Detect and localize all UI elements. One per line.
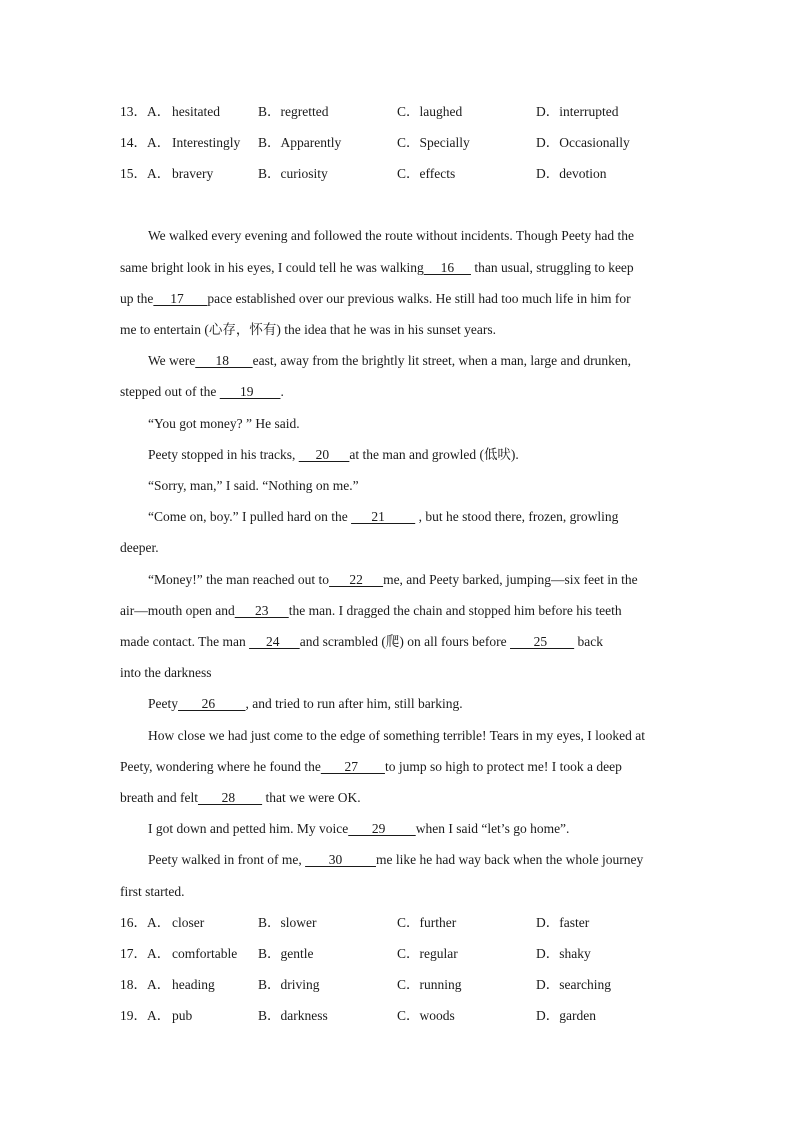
option-d: D．Occasionally bbox=[536, 135, 630, 150]
blank-24: 24 bbox=[249, 634, 300, 649]
option-b: B．curiosity bbox=[258, 166, 328, 181]
option-b: B．darkness bbox=[258, 1008, 328, 1023]
blank-22: 22 bbox=[329, 572, 384, 587]
passage-line: “Come on, boy.” I pulled hard on the 21 , but he stood there, frozen, growling bbox=[148, 509, 619, 524]
option-b: B．regretted bbox=[258, 104, 329, 119]
question-number: 15．A． bbox=[120, 166, 171, 181]
option-b: B．driving bbox=[258, 977, 320, 992]
option-c: C．woods bbox=[397, 1008, 455, 1023]
question-number: 14．A． bbox=[120, 135, 171, 150]
option-c: C．laughed bbox=[397, 104, 463, 119]
passage-line: stepped out of the 19 . bbox=[120, 384, 284, 399]
blank-18: 18 bbox=[195, 353, 253, 368]
option-a: heading bbox=[172, 977, 215, 992]
option-a: Interestingly bbox=[172, 135, 241, 150]
blank-28: 28 bbox=[197, 790, 263, 805]
option-a: bravery bbox=[172, 166, 214, 181]
passage-line: Peety, wondering where he found the 27 to jump so high to protect me! I took a deep bbox=[120, 759, 622, 774]
blank-29: 29 bbox=[348, 821, 416, 836]
option-a: closer bbox=[172, 915, 205, 930]
blank-25: 25 bbox=[510, 634, 575, 649]
option-d: D．shaky bbox=[536, 946, 591, 961]
option-c: C．effects bbox=[397, 166, 456, 181]
option-d: D．interrupted bbox=[536, 104, 619, 119]
question-number: 16．A． bbox=[120, 915, 171, 930]
blank-16: 16 bbox=[423, 260, 471, 275]
passage-line: We were 18 east, away from the brightly lit street, when a man, large and drunken, bbox=[148, 353, 632, 368]
question-number: 19．A． bbox=[120, 1008, 171, 1023]
option-a: hesitated bbox=[172, 104, 220, 119]
passage-line: Peety stopped in his tracks, 20 at the man and growled (低吠). bbox=[148, 447, 519, 462]
option-c: C．running bbox=[397, 977, 462, 992]
passage-line: breath and felt 28 that we were OK. bbox=[120, 790, 361, 805]
passage-line: “You got money? ” He said. bbox=[148, 416, 300, 431]
blank-30: 30 bbox=[305, 852, 376, 867]
passage-line: We walked every evening and followed the route without incidents. Though Peety had the bbox=[148, 228, 635, 243]
blank-19: 19 bbox=[219, 384, 281, 399]
option-b: B．Apparently bbox=[258, 135, 342, 150]
option-b: B．slower bbox=[258, 915, 317, 930]
question-number: 13．A． bbox=[120, 104, 171, 119]
option-d: D．garden bbox=[536, 1008, 596, 1023]
passage-line: “Money!” the man reached out to 22 me, and Peety barked, jumping—six feet in the bbox=[148, 572, 638, 587]
passage-line: into the darkness bbox=[120, 665, 212, 680]
passage-line: I got down and petted him. My voice 29 when I said “let’s go home”. bbox=[148, 821, 570, 836]
blank-20: 20 bbox=[298, 447, 350, 462]
option-c: C．regular bbox=[397, 946, 458, 961]
option-a: comfortable bbox=[172, 946, 238, 961]
option-c: C．Specially bbox=[397, 135, 470, 150]
option-c: C．further bbox=[397, 915, 457, 930]
passage-line: deeper. bbox=[120, 540, 159, 555]
question-number: 17．A． bbox=[120, 946, 171, 961]
blank-17: 17 bbox=[153, 291, 208, 306]
option-d: D．searching bbox=[536, 977, 611, 992]
passage-line: Peety walked in front of me, 30 me like he had way back when the whole journey bbox=[148, 852, 644, 867]
passage-line: first started. bbox=[120, 884, 185, 899]
passage-line: up the 17 pace established over our previous walks. He still had too much life in him for bbox=[120, 291, 631, 306]
blank-26: 26 bbox=[178, 696, 246, 711]
option-d: D．faster bbox=[536, 915, 590, 930]
blank-21: 21 bbox=[351, 509, 416, 524]
option-a: pub bbox=[172, 1008, 193, 1023]
passage-line: Peety 26 , and tried to run after him, still barking. bbox=[148, 696, 463, 711]
passage-line: made contact. The man 24 and scrambled (爬) on all fours before 25 back bbox=[120, 634, 603, 649]
option-d: D．devotion bbox=[536, 166, 607, 181]
passage-line: air—mouth open and 23 the man. I dragged the chain and stopped him before his teeth bbox=[120, 603, 622, 618]
passage-line: me to entertain (心存，怀有) the idea that he was in his sunset years. bbox=[120, 322, 497, 337]
question-number: 18．A． bbox=[120, 977, 171, 992]
passage-line: same bright look in his eyes, I could tell he was walking 16 than usual, struggling to keep bbox=[120, 260, 634, 275]
passage-line: “Sorry, man,” I said. “Nothing on me.” bbox=[148, 478, 359, 493]
option-b: B．gentle bbox=[258, 946, 314, 961]
blank-23: 23 bbox=[234, 603, 289, 618]
blank-27: 27 bbox=[320, 759, 385, 774]
passage-line: How close we had just come to the edge of something terrible! Tears in my eyes, I looked at bbox=[148, 728, 646, 743]
